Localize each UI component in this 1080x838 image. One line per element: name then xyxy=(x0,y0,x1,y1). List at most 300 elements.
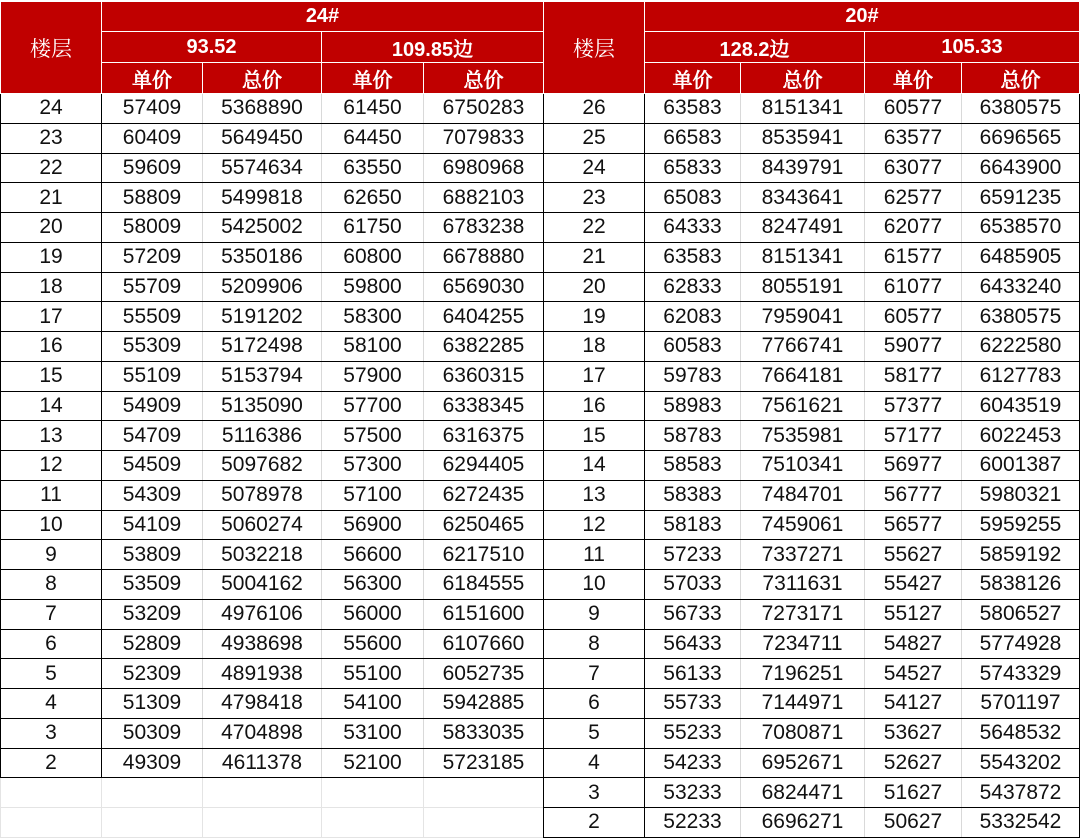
empty-cell xyxy=(102,808,203,838)
floor-cell: 9 xyxy=(544,599,645,629)
floor-cell: 8 xyxy=(544,629,645,659)
total-price-cell: 5980321 xyxy=(962,480,1080,510)
table-row xyxy=(544,480,1080,510)
floor-cell: 4 xyxy=(544,748,645,778)
unit-price-cell: 63583 xyxy=(645,242,741,272)
total-price-cell: 7664181 xyxy=(741,361,865,391)
floor-cell: 12 xyxy=(544,510,645,540)
total-price-cell: 5135090 xyxy=(203,391,322,421)
total-price-cell: 7080871 xyxy=(741,718,865,748)
floor-cell: 10 xyxy=(1,510,102,540)
total-price-cell: 7337271 xyxy=(741,540,865,570)
floor-cell: 5 xyxy=(544,718,645,748)
unit-price-cell: 53100 xyxy=(322,718,424,748)
unit-price-cell: 56133 xyxy=(645,659,741,689)
table-row xyxy=(1,629,544,659)
unit-price-cell: 52809 xyxy=(102,629,203,659)
building-title: 24# xyxy=(102,2,544,32)
unit-price-cell: 62077 xyxy=(865,213,962,243)
unit-price-cell: 53627 xyxy=(865,718,962,748)
unit-price-cell: 63577 xyxy=(865,123,962,153)
total-price-cell: 7273171 xyxy=(741,599,865,629)
unit-price-cell: 57033 xyxy=(645,570,741,600)
unit-price-cell: 53233 xyxy=(645,778,741,808)
table-body xyxy=(544,94,1080,838)
total-price-cell: 5425002 xyxy=(203,213,322,243)
total-price-cell: 7196251 xyxy=(741,659,865,689)
table-row xyxy=(1,599,544,629)
total-price-cell: 8535941 xyxy=(741,123,865,153)
total-price-cell: 5723185 xyxy=(424,748,544,778)
floor-cell: 16 xyxy=(544,391,645,421)
floor-cell: 22 xyxy=(1,153,102,183)
table-row xyxy=(544,391,1080,421)
total-price-cell: 6485905 xyxy=(962,242,1080,272)
unit-price-cell: 63583 xyxy=(645,94,741,124)
total-price-cell: 7959041 xyxy=(741,302,865,332)
table-row xyxy=(1,748,544,778)
unit-price-cell: 64333 xyxy=(645,213,741,243)
table-row xyxy=(544,570,1080,600)
floor-cell: 5 xyxy=(1,659,102,689)
total-price-cell: 6294405 xyxy=(424,451,544,481)
empty-row xyxy=(1,808,544,838)
total-price-cell: 5859192 xyxy=(962,540,1080,570)
table-row xyxy=(544,94,1080,124)
unit-price-cell: 58009 xyxy=(102,213,203,243)
unit-price-cell: 55127 xyxy=(865,599,962,629)
table-row xyxy=(1,94,544,124)
unit-price-cell: 59609 xyxy=(102,153,203,183)
unit-price-cell: 56777 xyxy=(865,480,962,510)
unit-price-cell: 54509 xyxy=(102,451,203,481)
unit-price-cell: 54127 xyxy=(865,689,962,719)
total-price-cell: 6001387 xyxy=(962,451,1080,481)
unit-type-header: 109.85边 xyxy=(322,32,544,63)
total-price-cell: 5004162 xyxy=(203,570,322,600)
floor-cell: 6 xyxy=(544,689,645,719)
table-row xyxy=(544,421,1080,451)
floor-cell: 24 xyxy=(544,153,645,183)
unit-price-cell: 58383 xyxy=(645,480,741,510)
unit-price-cell: 55627 xyxy=(865,540,962,570)
total-price-cell: 6643900 xyxy=(962,153,1080,183)
total-price-cell: 5574634 xyxy=(203,153,322,183)
unit-price-cell: 58100 xyxy=(322,332,424,362)
floor-cell: 11 xyxy=(1,480,102,510)
floor-cell: 17 xyxy=(544,361,645,391)
total-price-cell: 7234711 xyxy=(741,629,865,659)
unit-price-cell: 66583 xyxy=(645,123,741,153)
total-price-cell: 5774928 xyxy=(962,629,1080,659)
total-price-header: 总价 xyxy=(741,63,865,94)
total-price-cell: 6380575 xyxy=(962,94,1080,124)
floor-cell: 4 xyxy=(1,689,102,719)
total-price-cell: 5942885 xyxy=(424,689,544,719)
floor-cell: 19 xyxy=(1,242,102,272)
unit-price-header: 单价 xyxy=(865,63,962,94)
empty-cell xyxy=(203,808,322,838)
floor-cell: 10 xyxy=(544,570,645,600)
total-price-cell: 7459061 xyxy=(741,510,865,540)
total-price-cell: 6380575 xyxy=(962,302,1080,332)
empty-cell xyxy=(424,808,544,838)
unit-price-cell: 65833 xyxy=(645,153,741,183)
unit-price-cell: 56733 xyxy=(645,599,741,629)
unit-price-header: 单价 xyxy=(645,63,741,94)
total-price-cell: 5499818 xyxy=(203,183,322,213)
table-row xyxy=(1,570,544,600)
table-row xyxy=(1,183,544,213)
unit-price-cell: 56900 xyxy=(322,510,424,540)
table-row xyxy=(544,808,1080,838)
unit-price-cell: 57100 xyxy=(322,480,424,510)
unit-price-cell: 53809 xyxy=(102,540,203,570)
unit-type-header: 93.52 xyxy=(102,32,322,63)
floor-header: 楼层 xyxy=(544,2,645,94)
total-price-cell: 6052735 xyxy=(424,659,544,689)
unit-type-header: 128.2边 xyxy=(645,32,865,63)
unit-price-header: 单价 xyxy=(102,63,203,94)
floor-cell: 23 xyxy=(544,183,645,213)
total-price-cell: 8439791 xyxy=(741,153,865,183)
table-row xyxy=(544,510,1080,540)
table-row xyxy=(544,183,1080,213)
total-price-cell: 5116386 xyxy=(203,421,322,451)
total-price-cell: 7079833 xyxy=(424,123,544,153)
unit-price-cell: 60583 xyxy=(645,332,741,362)
unit-price-cell: 54909 xyxy=(102,391,203,421)
table-row xyxy=(544,689,1080,719)
unit-price-cell: 52627 xyxy=(865,748,962,778)
unit-price-cell: 64450 xyxy=(322,123,424,153)
unit-price-cell: 60577 xyxy=(865,302,962,332)
empty-row xyxy=(1,778,544,808)
unit-price-cell: 49309 xyxy=(102,748,203,778)
total-price-cell: 6107660 xyxy=(424,629,544,659)
unit-price-cell: 65083 xyxy=(645,183,741,213)
floor-cell: 7 xyxy=(1,599,102,629)
total-price-cell: 6184555 xyxy=(424,570,544,600)
unit-price-cell: 58809 xyxy=(102,183,203,213)
table-row xyxy=(1,540,544,570)
total-price-cell: 6151600 xyxy=(424,599,544,629)
unit-price-cell: 60409 xyxy=(102,123,203,153)
total-price-cell: 5097682 xyxy=(203,451,322,481)
unit-price-cell: 55509 xyxy=(102,302,203,332)
unit-price-cell: 57177 xyxy=(865,421,962,451)
unit-price-cell: 52100 xyxy=(322,748,424,778)
unit-price-cell: 62577 xyxy=(865,183,962,213)
empty-cell xyxy=(203,778,322,808)
floor-cell: 3 xyxy=(1,718,102,748)
unit-price-cell: 61450 xyxy=(322,94,424,124)
total-price-cell: 6217510 xyxy=(424,540,544,570)
total-price-cell: 5368890 xyxy=(203,94,322,124)
unit-price-cell: 63077 xyxy=(865,153,962,183)
unit-price-cell: 57377 xyxy=(865,391,962,421)
total-price-cell: 5332542 xyxy=(962,808,1080,838)
total-price-cell: 5701197 xyxy=(962,689,1080,719)
floor-cell: 15 xyxy=(1,361,102,391)
table-row xyxy=(544,361,1080,391)
table-row xyxy=(544,659,1080,689)
floor-cell: 9 xyxy=(1,540,102,570)
total-price-cell: 6404255 xyxy=(424,302,544,332)
table-row xyxy=(1,510,544,540)
unit-price-cell: 55309 xyxy=(102,332,203,362)
unit-price-cell: 57209 xyxy=(102,242,203,272)
unit-price-cell: 54109 xyxy=(102,510,203,540)
table-row xyxy=(544,153,1080,183)
unit-price-cell: 56600 xyxy=(322,540,424,570)
unit-price-cell: 58983 xyxy=(645,391,741,421)
unit-price-cell: 56000 xyxy=(322,599,424,629)
unit-price-cell: 50309 xyxy=(102,718,203,748)
total-price-cell: 6316375 xyxy=(424,421,544,451)
total-price-cell: 6569030 xyxy=(424,272,544,302)
table-body xyxy=(1,94,544,838)
total-price-cell: 6382285 xyxy=(424,332,544,362)
unit-price-cell: 57500 xyxy=(322,421,424,451)
empty-cell xyxy=(424,778,544,808)
total-price-cell: 8343641 xyxy=(741,183,865,213)
empty-cell xyxy=(322,778,424,808)
total-price-cell: 5838126 xyxy=(962,570,1080,600)
unit-type-header: 105.33 xyxy=(865,32,1080,63)
empty-cell xyxy=(1,808,102,838)
unit-price-cell: 59800 xyxy=(322,272,424,302)
empty-cell xyxy=(322,808,424,838)
total-price-cell: 6433240 xyxy=(962,272,1080,302)
total-price-cell: 7510341 xyxy=(741,451,865,481)
total-price-cell: 4798418 xyxy=(203,689,322,719)
total-price-cell: 6952671 xyxy=(741,748,865,778)
total-price-cell: 6250465 xyxy=(424,510,544,540)
building-20-price-table xyxy=(543,1,1080,838)
floor-cell: 26 xyxy=(544,94,645,124)
table-row xyxy=(1,302,544,332)
unit-price-cell: 55709 xyxy=(102,272,203,302)
table-row xyxy=(544,629,1080,659)
unit-price-cell: 51309 xyxy=(102,689,203,719)
total-price-cell: 7561621 xyxy=(741,391,865,421)
total-price-cell: 5649450 xyxy=(203,123,322,153)
floor-cell: 21 xyxy=(544,242,645,272)
floor-header: 楼层 xyxy=(1,2,102,94)
unit-price-cell: 56300 xyxy=(322,570,424,600)
unit-price-cell: 50627 xyxy=(865,808,962,838)
unit-price-cell: 59077 xyxy=(865,332,962,362)
unit-price-cell: 56977 xyxy=(865,451,962,481)
total-price-cell: 8055191 xyxy=(741,272,865,302)
unit-price-cell: 54100 xyxy=(322,689,424,719)
total-price-cell: 4704898 xyxy=(203,718,322,748)
unit-price-cell: 56577 xyxy=(865,510,962,540)
total-price-cell: 6824471 xyxy=(741,778,865,808)
total-price-cell: 4611378 xyxy=(203,748,322,778)
unit-price-cell: 58177 xyxy=(865,361,962,391)
floor-cell: 19 xyxy=(544,302,645,332)
total-price-cell: 4976106 xyxy=(203,599,322,629)
total-price-cell: 6043519 xyxy=(962,391,1080,421)
total-price-header: 总价 xyxy=(424,63,544,94)
total-price-cell: 6338345 xyxy=(424,391,544,421)
floor-cell: 14 xyxy=(1,391,102,421)
unit-price-cell: 60577 xyxy=(865,94,962,124)
table-row xyxy=(544,302,1080,332)
empty-cell xyxy=(102,778,203,808)
table-row xyxy=(1,272,544,302)
floor-cell: 20 xyxy=(1,213,102,243)
table-row xyxy=(1,213,544,243)
total-price-header: 总价 xyxy=(203,63,322,94)
unit-price-cell: 57233 xyxy=(645,540,741,570)
building-24-price-table xyxy=(0,1,544,838)
unit-price-cell: 53509 xyxy=(102,570,203,600)
table-row xyxy=(1,421,544,451)
total-price-cell: 5060274 xyxy=(203,510,322,540)
total-price-cell: 6696271 xyxy=(741,808,865,838)
total-price-cell: 6538570 xyxy=(962,213,1080,243)
table-row xyxy=(1,480,544,510)
unit-price-cell: 53209 xyxy=(102,599,203,629)
total-price-cell: 6222580 xyxy=(962,332,1080,362)
total-price-cell: 6272435 xyxy=(424,480,544,510)
total-price-cell: 6127783 xyxy=(962,361,1080,391)
unit-price-cell: 51627 xyxy=(865,778,962,808)
unit-price-cell: 52233 xyxy=(645,808,741,838)
total-price-cell: 8151341 xyxy=(741,242,865,272)
unit-price-cell: 54309 xyxy=(102,480,203,510)
unit-price-cell: 58583 xyxy=(645,451,741,481)
unit-price-cell: 54827 xyxy=(865,629,962,659)
floor-cell: 24 xyxy=(1,94,102,124)
unit-price-cell: 61577 xyxy=(865,242,962,272)
unit-price-header: 单价 xyxy=(322,63,424,94)
table-row xyxy=(544,451,1080,481)
total-price-cell: 7535981 xyxy=(741,421,865,451)
table-row xyxy=(1,153,544,183)
table-row xyxy=(544,540,1080,570)
total-price-cell: 5153794 xyxy=(203,361,322,391)
table-row xyxy=(544,778,1080,808)
unit-price-cell: 60800 xyxy=(322,242,424,272)
total-price-cell: 6360315 xyxy=(424,361,544,391)
unit-price-cell: 56433 xyxy=(645,629,741,659)
floor-cell: 13 xyxy=(544,480,645,510)
table-row xyxy=(1,689,544,719)
table-row xyxy=(1,332,544,362)
floor-cell: 11 xyxy=(544,540,645,570)
unit-price-cell: 55109 xyxy=(102,361,203,391)
table-row xyxy=(544,242,1080,272)
unit-price-cell: 57409 xyxy=(102,94,203,124)
floor-cell: 3 xyxy=(544,778,645,808)
total-price-cell: 5743329 xyxy=(962,659,1080,689)
unit-price-cell: 57300 xyxy=(322,451,424,481)
floor-cell: 20 xyxy=(544,272,645,302)
unit-price-cell: 55100 xyxy=(322,659,424,689)
table-row xyxy=(544,272,1080,302)
table-row xyxy=(1,659,544,689)
table-row xyxy=(1,123,544,153)
total-price-cell: 5032218 xyxy=(203,540,322,570)
table-row xyxy=(1,391,544,421)
unit-price-cell: 54233 xyxy=(645,748,741,778)
floor-cell: 7 xyxy=(544,659,645,689)
table-row xyxy=(1,718,544,748)
floor-cell: 2 xyxy=(1,748,102,778)
floor-cell: 22 xyxy=(544,213,645,243)
unit-price-cell: 62650 xyxy=(322,183,424,213)
total-price-cell: 5350186 xyxy=(203,242,322,272)
unit-price-cell: 52309 xyxy=(102,659,203,689)
floor-cell: 6 xyxy=(1,629,102,659)
floor-cell: 21 xyxy=(1,183,102,213)
total-price-cell: 5959255 xyxy=(962,510,1080,540)
floor-cell: 17 xyxy=(1,302,102,332)
unit-price-cell: 54527 xyxy=(865,659,962,689)
table-row xyxy=(544,599,1080,629)
floor-cell: 18 xyxy=(544,332,645,362)
unit-price-cell: 58183 xyxy=(645,510,741,540)
unit-price-cell: 57700 xyxy=(322,391,424,421)
total-price-cell: 6882103 xyxy=(424,183,544,213)
floor-cell: 14 xyxy=(544,451,645,481)
unit-price-cell: 61077 xyxy=(865,272,962,302)
total-price-cell: 5172498 xyxy=(203,332,322,362)
floor-cell: 23 xyxy=(1,123,102,153)
table-row xyxy=(1,242,544,272)
total-price-cell: 7484701 xyxy=(741,480,865,510)
total-price-cell: 6022453 xyxy=(962,421,1080,451)
floor-cell: 18 xyxy=(1,272,102,302)
total-price-cell: 4891938 xyxy=(203,659,322,689)
total-price-cell: 5806527 xyxy=(962,599,1080,629)
table-row xyxy=(1,451,544,481)
table-row xyxy=(544,213,1080,243)
table-row xyxy=(544,748,1080,778)
total-price-cell: 6980968 xyxy=(424,153,544,183)
unit-price-cell: 55733 xyxy=(645,689,741,719)
unit-price-cell: 55233 xyxy=(645,718,741,748)
total-price-cell: 7311631 xyxy=(741,570,865,600)
floor-cell: 13 xyxy=(1,421,102,451)
total-price-cell: 5209906 xyxy=(203,272,322,302)
total-price-header: 总价 xyxy=(962,63,1080,94)
floor-cell: 8 xyxy=(1,570,102,600)
unit-price-cell: 63550 xyxy=(322,153,424,183)
total-price-cell: 5648532 xyxy=(962,718,1080,748)
total-price-cell: 5078978 xyxy=(203,480,322,510)
total-price-cell: 6783238 xyxy=(424,213,544,243)
floor-cell: 12 xyxy=(1,451,102,481)
total-price-cell: 5543202 xyxy=(962,748,1080,778)
unit-price-cell: 54709 xyxy=(102,421,203,451)
unit-price-cell: 55427 xyxy=(865,570,962,600)
unit-price-cell: 59783 xyxy=(645,361,741,391)
unit-price-cell: 58300 xyxy=(322,302,424,332)
empty-cell xyxy=(1,778,102,808)
total-price-cell: 6696565 xyxy=(962,123,1080,153)
unit-price-cell: 55600 xyxy=(322,629,424,659)
unit-price-cell: 62833 xyxy=(645,272,741,302)
total-price-cell: 7144971 xyxy=(741,689,865,719)
table-row xyxy=(544,332,1080,362)
floor-cell: 25 xyxy=(544,123,645,153)
floor-cell: 16 xyxy=(1,332,102,362)
